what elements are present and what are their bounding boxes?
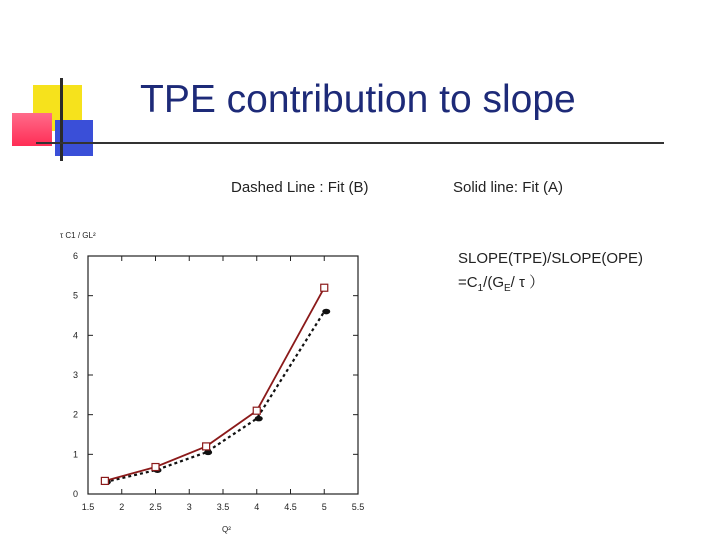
x-tick-label: 2 [119,502,125,512]
x-tick-label: 3 [186,502,192,512]
x-tick-label: 5 [321,502,327,512]
formula-tail: / τ ） [510,274,545,291]
x-tick-label: 3.5 [216,502,230,512]
slide-title: TPE contribution to slope [140,78,576,121]
y-tick-label: 5 [72,290,78,301]
y-tick-label: 2 [72,409,78,420]
formula-line-1: SLOPE(TPE)/SLOPE(OPE) [458,250,644,267]
caption-dashed-line: Dashed Line : Fit (B) [231,179,369,196]
x-tick-label: 1.5 [81,502,95,512]
y-tick-label: 0 [72,489,78,499]
x-tick-label: 4.5 [284,502,297,512]
solid-data-point [101,477,108,484]
x-tick-label: 5.5 [351,502,365,512]
solid-data-point [152,464,159,471]
x-tick-label: 2.5 [149,502,162,512]
y-tick-label: 1 [72,449,78,460]
dashed-series-line [105,312,324,483]
caption-solid-line: Solid line: Fit (A) [453,179,564,196]
y-tick-label: 6 [72,251,78,261]
formula-prefix: =C [458,274,478,291]
formula-sub-1: 1 [477,283,484,294]
dashed-data-point [322,309,330,315]
solid-data-point [321,284,328,291]
x-tick-label: 4 [254,502,260,512]
solid-data-point [203,443,210,450]
y-tick-label: 3 [72,370,78,380]
dashed-data-point [255,416,263,422]
formula-sub-e: E [504,283,511,294]
y-axis-label: τ C1 / GL² [60,231,96,240]
formula-mid: /(G [483,274,504,291]
x-axis-label: Q² [222,525,231,534]
y-tick-label: 4 [72,330,78,341]
solid-series-line [105,288,324,481]
solid-data-point [253,407,260,414]
plot-frame [88,256,358,494]
